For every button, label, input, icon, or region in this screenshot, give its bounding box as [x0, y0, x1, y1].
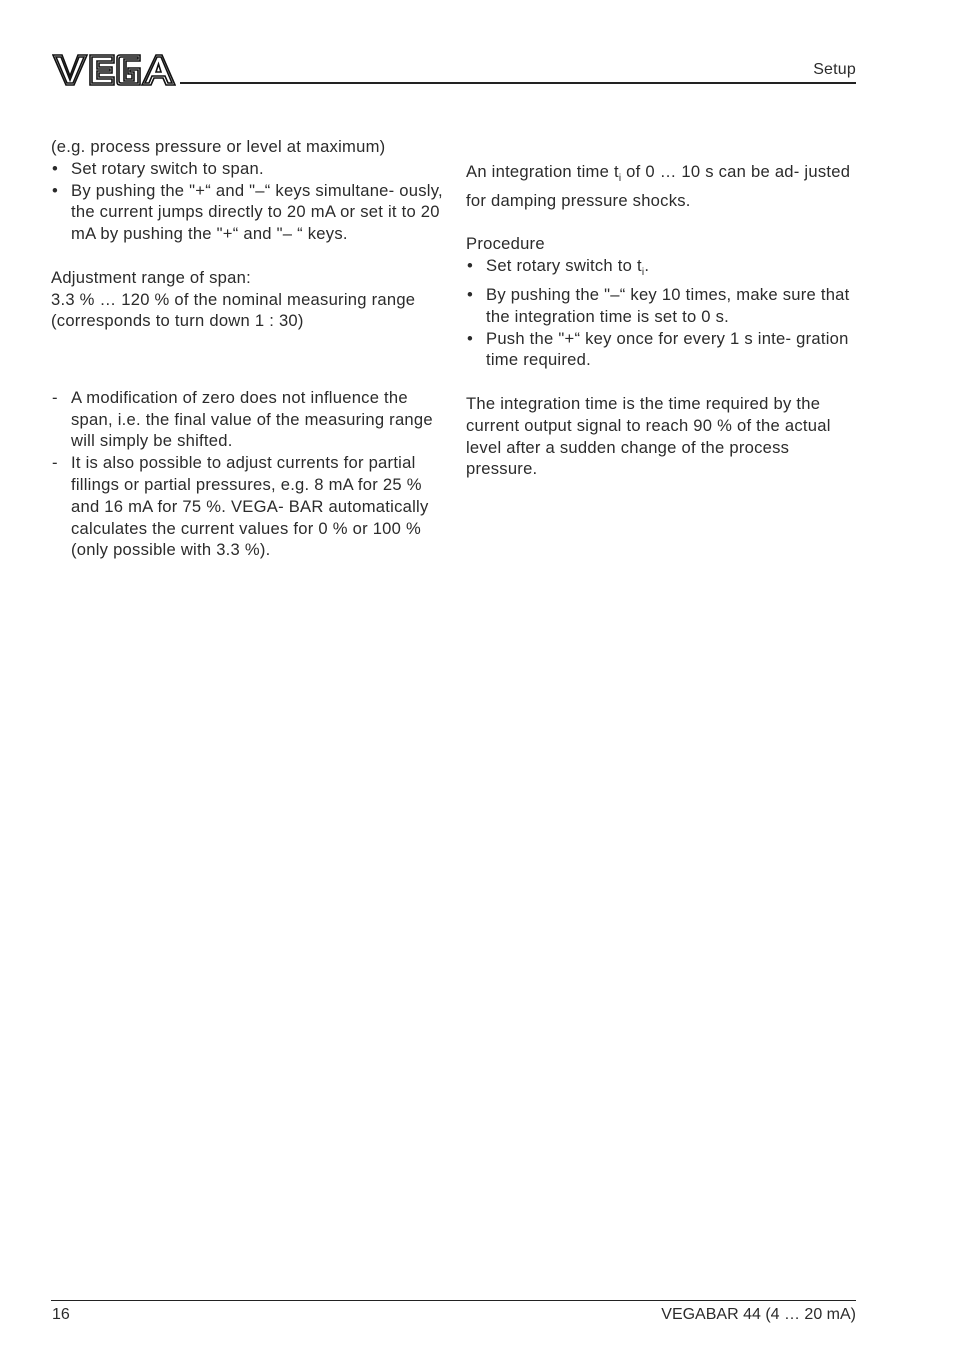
span-bullet-2: • By pushing the "+“ and "–“ keys simultane- ously, the current jumps directly to 20 mA or set it to 20 mA by pushing the "+“ and "– “ keys.: [51, 180, 443, 245]
right-column: [466, 161, 858, 480]
left-column: [51, 136, 443, 561]
span-bullet-1: • Set rotary switch to span.: [51, 158, 443, 180]
document-title: VEGABAR 44 (4 … 20 mA): [661, 1306, 856, 1323]
page-number: 16: [52, 1306, 70, 1323]
procedure-heading: Procedure: [466, 234, 545, 254]
vega-logo: [52, 52, 176, 88]
procedure-step-2: • By pushing the "–“ key 10 times, make sure that the integration time is set to 0 s.: [466, 284, 858, 328]
integration-intro: An integration time $t_i$ of 0 … 10 s can be ad- justed for damping pressure shocks.: [466, 162, 851, 210]
section-label: Setup: [813, 61, 856, 78]
span-intro: (e.g. process pressure or level at maximum): [51, 137, 386, 156]
header-rule: [180, 82, 856, 84]
range-text: 3.3 % … 120 % of the nominal measuring range (corresponds to turn down 1 : 30): [51, 289, 416, 331]
note-1: - A modification of zero does not influence the span, i.e. the final value of the measuring range will simply be shifted.: [51, 387, 443, 452]
range-heading: Adjustment range of span:: [51, 267, 251, 287]
integration-closing: The integration time is the time required by the current output signal to reach 90 % of the actual level after a sudden change of the process pressure.: [466, 393, 831, 479]
footer-rule: [51, 1300, 856, 1301]
procedure-step-1: • Set rotary switch to $t_i$.: [466, 255, 858, 284]
procedure-step-3: • Push the "+“ key once for every 1 s inte- gration time required.: [466, 328, 858, 372]
logo-text: [0, 0, 1, 1]
note-2: - It is also possible to adjust currents for partial fillings or partial pressures, e.g. 8 mA for 25 % and 16 mA for 75 %. VEGA- BAR automatically calculates the current values for 0 % or 100 % (only possible with 3.3 %).: [51, 452, 443, 561]
